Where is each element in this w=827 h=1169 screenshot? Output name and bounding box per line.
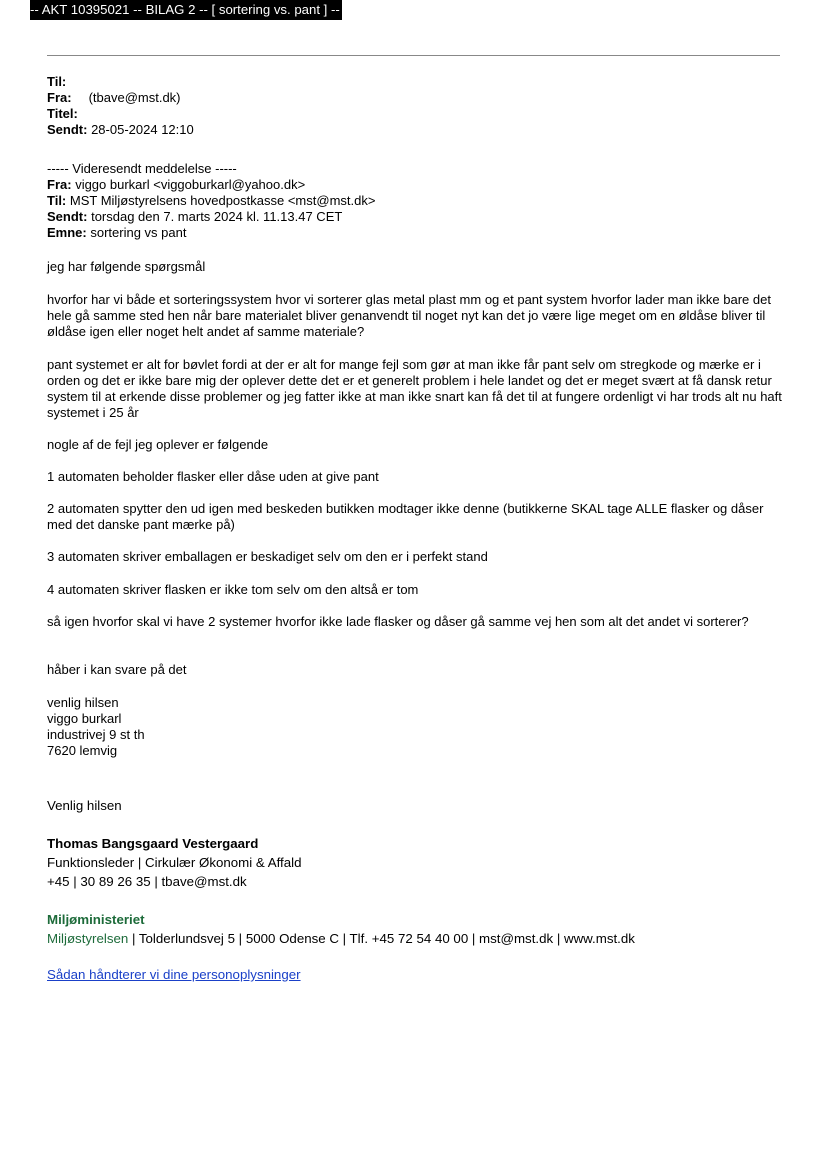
body-paragraph: hvorfor har vi både et sorteringssystem hvor vi sorterer glas metal plast mm og et pant system hvorfor lader man ikke bare det hele gå samme sted hen når bare materialet bliver genanvendt til noget nyt kan det jo være lige meget om en øldåse bliver til øldåse igen eller noget helt andet af samme materiale? <box>47 292 771 339</box>
email-header <box>47 74 787 138</box>
signature-block <box>47 834 787 891</box>
fwd-subject-label: Emne: <box>47 225 87 240</box>
organization-block <box>47 910 787 948</box>
fwd-sent-value: torsdag den 7. marts 2024 kl. 11.13.47 CET <box>91 209 343 224</box>
signature-contact: +45 | 30 89 26 35 | tbave@mst.dk <box>47 874 247 889</box>
fwd-sent-label: Sendt: <box>47 209 88 224</box>
title-row <box>47 106 787 122</box>
fwd-from-row <box>47 177 787 193</box>
closing-line: industrivej 9 st th <box>47 727 145 742</box>
fwd-from-value: viggo burkarl <viggoburkarl@yahoo.dk> <box>75 177 306 192</box>
fwd-to-value: MST Miljøstyrelsens hovedpostkasse <mst@mst.dk> <box>69 193 376 208</box>
privacy-row <box>47 965 787 984</box>
divider <box>47 55 780 56</box>
body-paragraph: 4 automaten skriver flasken er ikke tom selv om den altså er tom <box>47 582 419 597</box>
sent-label: Sendt: <box>47 122 88 137</box>
fwd-to-row <box>47 193 787 209</box>
sender-closing <box>47 695 782 759</box>
fwd-subject-value: sortering vs pant <box>90 225 187 240</box>
from-value: (tbave@mst.dk) <box>88 90 181 105</box>
body-paragraph: nogle af de fejl jeg oplever er følgende <box>47 437 269 452</box>
title-label: Titel: <box>47 106 78 121</box>
body-paragraph: jeg har følgende spørgsmål <box>47 259 206 274</box>
fwd-subject-row <box>47 225 787 241</box>
body-paragraph: 1 automaten beholder flasker eller dåse uden at give pant <box>47 469 379 484</box>
closing-line: viggo burkarl <box>47 711 122 726</box>
fwd-from-label: Fra: <box>47 177 72 192</box>
agency-details: | Tolderlundsvej 5 | 5000 Odense C | Tlf. +45 72 54 40 00 | mst@mst.dk | www.mst.dk <box>128 931 635 946</box>
ministry-name: Miljøministeriet <box>47 912 145 927</box>
closing-line: venlig hilsen <box>47 695 119 710</box>
fwd-sent-row <box>47 209 787 225</box>
sent-row <box>47 122 787 138</box>
signature-greeting: Venlig hilsen <box>47 798 122 813</box>
body-paragraph: 2 automaten spytter den ud igen med beskeden butikken modtager ikke denne (butikkerne SKAL tage ALLE flasker og dåser med det danske pant mærke på) <box>47 501 764 532</box>
closing-line: 7620 lemvig <box>47 743 118 758</box>
body-paragraph: pant systemet er alt for bøvlet fordi at der er alt for mange fejl som gør at man ikke får pant selv om stregkode og mærke er i orden og det er ikke bare mig der oplever dette det er et generelt problem i hele landet og det er meget svært at få dansk retur system til at erkende disse problemer og jeg fatter ikke at man ikke snart kan få det til at fungere ordenligt vi har trods alt nu haft systemet i 25 år <box>47 357 782 420</box>
from-row <box>47 90 787 106</box>
agency-line <box>47 929 787 948</box>
agency-name: Miljøstyrelsen <box>47 931 129 946</box>
fwd-to-label: Til: <box>47 193 67 208</box>
document-banner: -- AKT 10395021 -- BILAG 2 -- [ sortering vs. pant ] -- <box>30 0 342 20</box>
signature-role: Funktionsleder | Cirkulær Økonomi & Affald <box>47 855 302 870</box>
to-label: Til: <box>47 74 67 89</box>
privacy-link[interactable]: Sådan håndterer vi dine personoplysninger <box>47 967 301 982</box>
body-paragraph: 3 automaten skriver emballagen er beskadiget selv om den er i perfekt stand <box>47 549 488 564</box>
forwarded-label: ----- Videresendt meddelelse ----- <box>47 161 237 176</box>
forwarded-header <box>47 177 787 241</box>
body-paragraph: håber i kan svare på det <box>47 662 187 677</box>
to-row <box>47 74 787 90</box>
sent-value: 28-05-2024 12:10 <box>91 122 194 137</box>
from-label: Fra: <box>47 90 72 105</box>
signature-name: Thomas Bangsgaard Vestergaard <box>47 836 259 851</box>
body-paragraph: så igen hvorfor skal vi have 2 systemer hvorfor ikke lade flasker og dåser gå samme vej hen som alt det andet vi sorterer? <box>47 614 749 629</box>
